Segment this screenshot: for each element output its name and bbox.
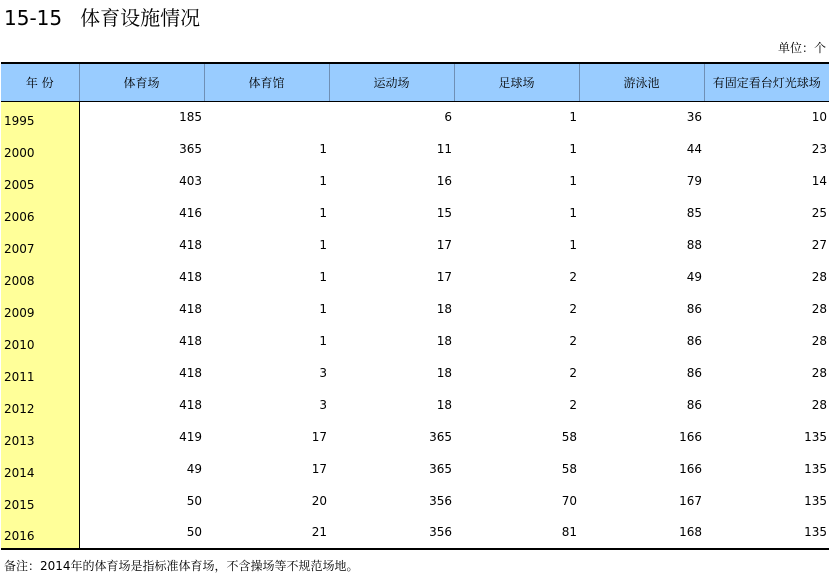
table-row bbox=[1, 293, 829, 325]
value-cell: 1 bbox=[319, 142, 327, 156]
value-cell: 3 bbox=[319, 366, 327, 380]
year-cell: 2010 bbox=[1, 325, 79, 357]
value-cell: 11 bbox=[436, 142, 452, 156]
value-cell: 23 bbox=[811, 142, 827, 156]
value-cell: 416 bbox=[179, 206, 202, 220]
value-cell: 135 bbox=[804, 430, 827, 444]
table-row bbox=[1, 421, 829, 453]
year-cell: 2011 bbox=[1, 357, 79, 389]
value-cell: 28 bbox=[811, 334, 827, 348]
year-cell: 2005 bbox=[1, 165, 79, 197]
value-cell: 3 bbox=[319, 398, 327, 412]
value-cell: 88 bbox=[686, 238, 702, 252]
value-cell: 58 bbox=[561, 430, 577, 444]
value-cell: 16 bbox=[436, 174, 452, 188]
value-cell: 1 bbox=[569, 142, 577, 156]
value-cell: 20 bbox=[311, 494, 327, 508]
value-cell: 25 bbox=[811, 206, 827, 220]
value-cell: 403 bbox=[179, 174, 202, 188]
value-cell: 17 bbox=[311, 430, 327, 444]
table-row bbox=[1, 165, 829, 197]
value-cell: 50 bbox=[186, 494, 202, 508]
value-cell: 365 bbox=[179, 142, 202, 156]
value-cell: 1 bbox=[319, 206, 327, 220]
table-row bbox=[1, 133, 829, 165]
unit-label: 单位：个 bbox=[777, 41, 826, 55]
table-row bbox=[1, 325, 829, 357]
value-cell: 166 bbox=[679, 430, 702, 444]
value-cell: 18 bbox=[436, 334, 452, 348]
value-cell: 356 bbox=[329, 517, 454, 549]
header-year: 年 份 bbox=[1, 63, 79, 101]
value-cell: 168 bbox=[579, 517, 704, 549]
table-row bbox=[1, 357, 829, 389]
value-cell: 365 bbox=[429, 430, 452, 444]
year-cell: 2013 bbox=[1, 421, 79, 453]
value-cell: 1 bbox=[569, 174, 577, 188]
facilities-table bbox=[1, 62, 829, 550]
column-header: 游泳池 bbox=[579, 63, 704, 101]
value-cell: 2 bbox=[569, 398, 577, 412]
value-cell: 356 bbox=[429, 494, 452, 508]
value-cell: 1 bbox=[569, 238, 577, 252]
value-cell: 85 bbox=[686, 206, 702, 220]
year-cell: 2015 bbox=[1, 485, 79, 517]
value-cell: 18 bbox=[436, 302, 452, 316]
value-cell: 1 bbox=[569, 206, 577, 220]
year-cell: 2014 bbox=[1, 453, 79, 485]
value-cell: 44 bbox=[686, 142, 702, 156]
year-cell: 2016 bbox=[1, 517, 79, 549]
value-cell: 1 bbox=[319, 238, 327, 252]
header-row bbox=[1, 63, 829, 101]
table-row bbox=[1, 261, 829, 293]
value-cell: 17 bbox=[311, 462, 327, 476]
page-title bbox=[4, 4, 200, 32]
column-header: 有固定看台灯光球场 bbox=[704, 63, 829, 101]
value-cell: 86 bbox=[686, 366, 702, 380]
value-cell: 2 bbox=[569, 334, 577, 348]
value-cell: 418 bbox=[179, 334, 202, 348]
value-cell: 58 bbox=[561, 462, 577, 476]
column-header: 体育场 bbox=[79, 63, 204, 101]
table-number: 15-15 bbox=[4, 6, 63, 30]
value-cell: 2 bbox=[569, 302, 577, 316]
value-cell: 419 bbox=[179, 430, 202, 444]
value-cell: 27 bbox=[811, 238, 827, 252]
value-cell: 135 bbox=[804, 494, 827, 508]
value-cell: 36 bbox=[686, 110, 702, 124]
year-cell: 1995 bbox=[1, 101, 79, 133]
value-cell: 2 bbox=[569, 366, 577, 380]
value-cell: 365 bbox=[429, 462, 452, 476]
value-cell: 418 bbox=[179, 238, 202, 252]
year-cell: 2006 bbox=[1, 197, 79, 229]
facilities-table-container bbox=[1, 62, 829, 550]
year-cell: 2000 bbox=[1, 133, 79, 165]
value-cell: 1 bbox=[319, 334, 327, 348]
value-cell: 1 bbox=[319, 174, 327, 188]
column-header: 运动场 bbox=[329, 63, 454, 101]
table-header bbox=[1, 63, 829, 101]
value-cell: 418 bbox=[179, 366, 202, 380]
table-row bbox=[1, 197, 829, 229]
table-row bbox=[1, 389, 829, 421]
value-cell: 15 bbox=[436, 206, 452, 220]
value-cell: 28 bbox=[811, 366, 827, 380]
value-cell: 28 bbox=[811, 270, 827, 284]
year-cell: 2009 bbox=[1, 293, 79, 325]
table-row bbox=[1, 453, 829, 485]
value-cell: 86 bbox=[686, 398, 702, 412]
value-cell: 1 bbox=[319, 302, 327, 316]
table-row bbox=[1, 517, 829, 549]
value-cell: 49 bbox=[686, 270, 702, 284]
value-cell: 18 bbox=[436, 398, 452, 412]
value-cell: 185 bbox=[179, 110, 202, 124]
value-cell: 49 bbox=[186, 462, 202, 476]
value-cell: 1 bbox=[569, 110, 577, 124]
year-cell: 2007 bbox=[1, 229, 79, 261]
value-cell: 70 bbox=[561, 494, 577, 508]
value-cell: 86 bbox=[686, 302, 702, 316]
table-title: 体育设施情况 bbox=[80, 6, 201, 30]
column-header: 体育馆 bbox=[204, 63, 329, 101]
value-cell: 166 bbox=[679, 462, 702, 476]
value-cell: 21 bbox=[204, 517, 329, 549]
value-cell: 28 bbox=[811, 302, 827, 316]
value-cell: 14 bbox=[811, 174, 827, 188]
value-cell: 418 bbox=[179, 270, 202, 284]
year-cell: 2008 bbox=[1, 261, 79, 293]
year-cell: 2012 bbox=[1, 389, 79, 421]
value-cell: 2 bbox=[569, 270, 577, 284]
value-cell: 86 bbox=[686, 334, 702, 348]
value-cell: 418 bbox=[179, 302, 202, 316]
value-cell: 418 bbox=[179, 398, 202, 412]
value-cell: 28 bbox=[811, 398, 827, 412]
value-cell: 17 bbox=[436, 270, 452, 284]
value-cell: 135 bbox=[804, 462, 827, 476]
value-cell: 50 bbox=[79, 517, 204, 549]
table-row bbox=[1, 229, 829, 261]
value-cell bbox=[204, 101, 329, 133]
value-cell: 1 bbox=[319, 270, 327, 284]
value-cell: 17 bbox=[436, 238, 452, 252]
value-cell: 135 bbox=[704, 517, 829, 549]
value-cell: 79 bbox=[686, 174, 702, 188]
footnote: 备注：2014年的体育场是指标准体育场，不含操场等不规范场地。 bbox=[4, 559, 359, 573]
value-cell: 167 bbox=[679, 494, 702, 508]
value-cell: 81 bbox=[454, 517, 579, 549]
value-cell: 6 bbox=[444, 110, 452, 124]
table-body bbox=[1, 101, 829, 549]
table-row bbox=[1, 485, 829, 517]
value-cell: 18 bbox=[436, 366, 452, 380]
value-cell: 10 bbox=[811, 110, 827, 124]
table-row bbox=[1, 101, 829, 133]
column-header: 足球场 bbox=[454, 63, 579, 101]
